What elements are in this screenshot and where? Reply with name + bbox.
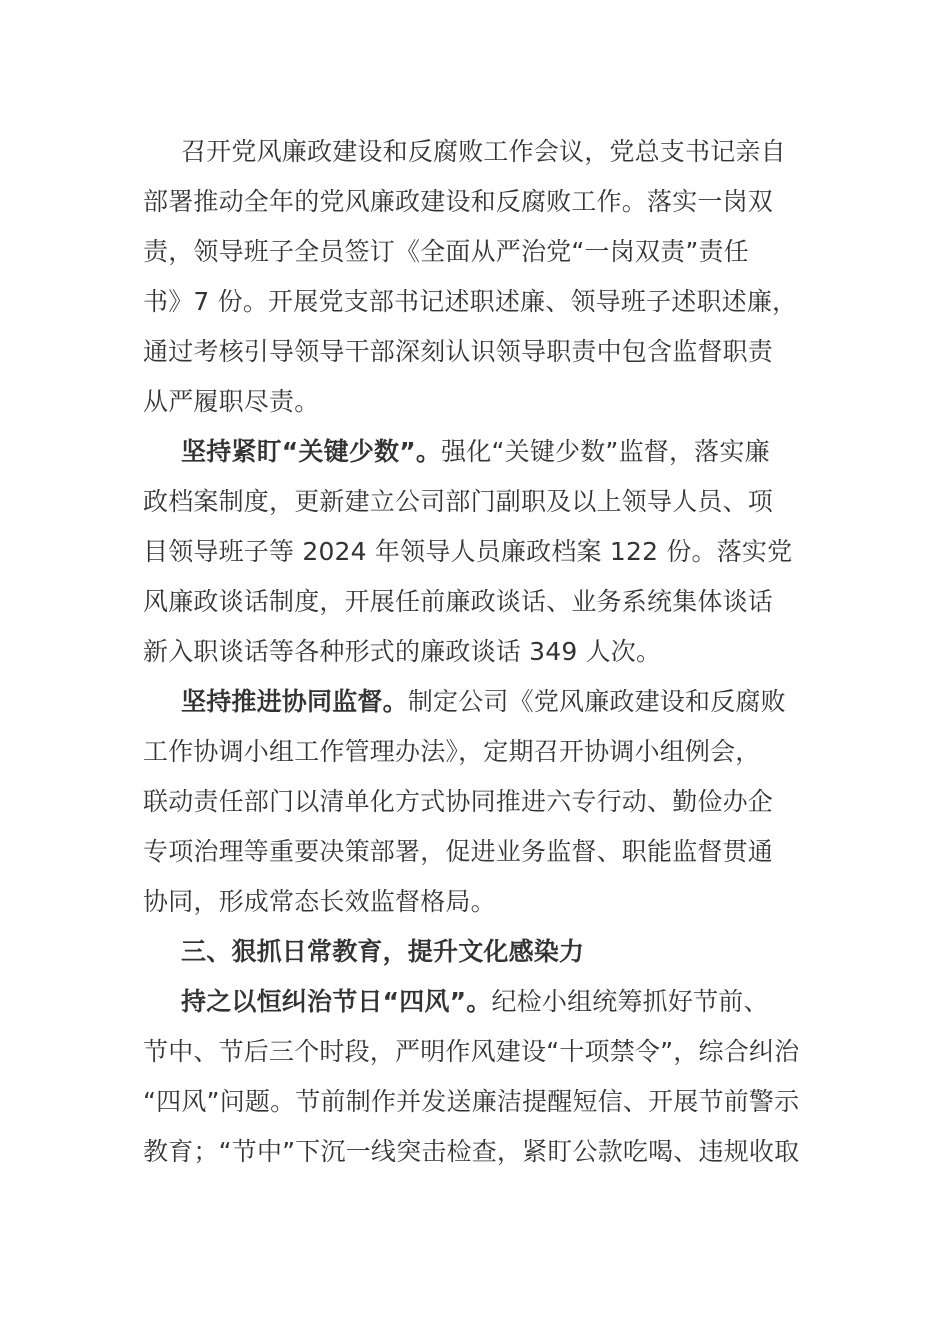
- line-text: “四风”问题。节前制作并发送廉洁提醒短信、开展节前警示: [143, 1087, 800, 1116]
- paragraph-heading: 坚持紧盯“关键少数”。: [181, 437, 442, 466]
- paragraph-heading: 持之以恒纠治节日“四风”。: [181, 987, 492, 1016]
- line-text: 制定公司《党风廉政建设和反腐败: [407, 687, 786, 716]
- paragraph-line: [143, 1127, 807, 1177]
- paragraph-line: [143, 127, 807, 177]
- paragraph-heading: 坚持推进协同监督。: [181, 687, 408, 716]
- paragraph-line: [143, 877, 807, 927]
- line-text: 强化“关键少数”监督，落实廉: [441, 437, 770, 466]
- line-text: 政档案制度，更新建立公司部门副职及以上领导人员、项: [143, 487, 774, 516]
- line-text: 书》7 份。开展党支部书记述职述廉、领导班子述职述廉，: [143, 287, 798, 316]
- line-text: 新入职谈话等各种形式的廉政谈话 349 人次。: [143, 637, 662, 666]
- line-text: 专项治理等重要决策部署，促进业务监督、职能监督贯通: [143, 837, 774, 866]
- line-text: 协同，形成常态长效监督格局。: [143, 887, 496, 916]
- section-heading: [143, 927, 807, 977]
- line-text: 目领导班子等 2024 年领导人员廉政档案 122 份。落实党: [143, 537, 793, 566]
- paragraph-line: [143, 227, 807, 277]
- line-text: 责，领导班子全员签订《全面从严治党“一岗双责”责任: [143, 237, 749, 266]
- paragraph-line: [143, 477, 807, 527]
- paragraph-line: [143, 1027, 807, 1077]
- paragraph-line: [143, 777, 807, 827]
- paragraph-line: [143, 727, 807, 777]
- paragraph-line: [143, 577, 807, 627]
- paragraph-line: [143, 1077, 807, 1127]
- document-body: [143, 127, 807, 1177]
- paragraph-line: [143, 527, 807, 577]
- paragraph-line: [143, 427, 807, 477]
- line-text: 部署推动全年的党风廉政建设和反腐败工作。落实一岗双: [143, 187, 774, 216]
- section-heading-text: 三、狠抓日常教育，提升文化感染力: [181, 937, 585, 966]
- line-text: 纪检小组统筹抓好节前、: [491, 987, 769, 1016]
- paragraph-line: [143, 627, 807, 677]
- line-text: 联动责任部门以清单化方式协同推进六专行动、勤俭办企: [143, 787, 774, 816]
- line-text: 召开党风廉政建设和反腐败工作会议，党总支书记亲自: [181, 137, 786, 166]
- paragraph-line: [143, 677, 807, 727]
- paragraph-line: [143, 177, 807, 227]
- line-text: 教育；“节中”下沉一线突击检查，紧盯公款吃喝、违规收取: [143, 1137, 800, 1166]
- line-text: 风廉政谈话制度，开展任前廉政谈话、业务系统集体谈话: [143, 587, 774, 616]
- paragraph-line: [143, 277, 807, 327]
- paragraph-line: [143, 327, 807, 377]
- line-text: 节中、节后三个时段，严明作风建设“十项禁令”，综合纠治: [143, 1037, 800, 1066]
- paragraph-line: [143, 377, 807, 427]
- line-text: 通过考核引导领导干部深刻认识领导职责中包含监督职责: [143, 337, 774, 366]
- paragraph-line: [143, 827, 807, 877]
- line-text: 工作协调小组工作管理办法》，定期召开协调小组例会，: [143, 737, 761, 766]
- line-text: 从严履职尽责。: [143, 387, 320, 416]
- paragraph-line: [143, 977, 807, 1027]
